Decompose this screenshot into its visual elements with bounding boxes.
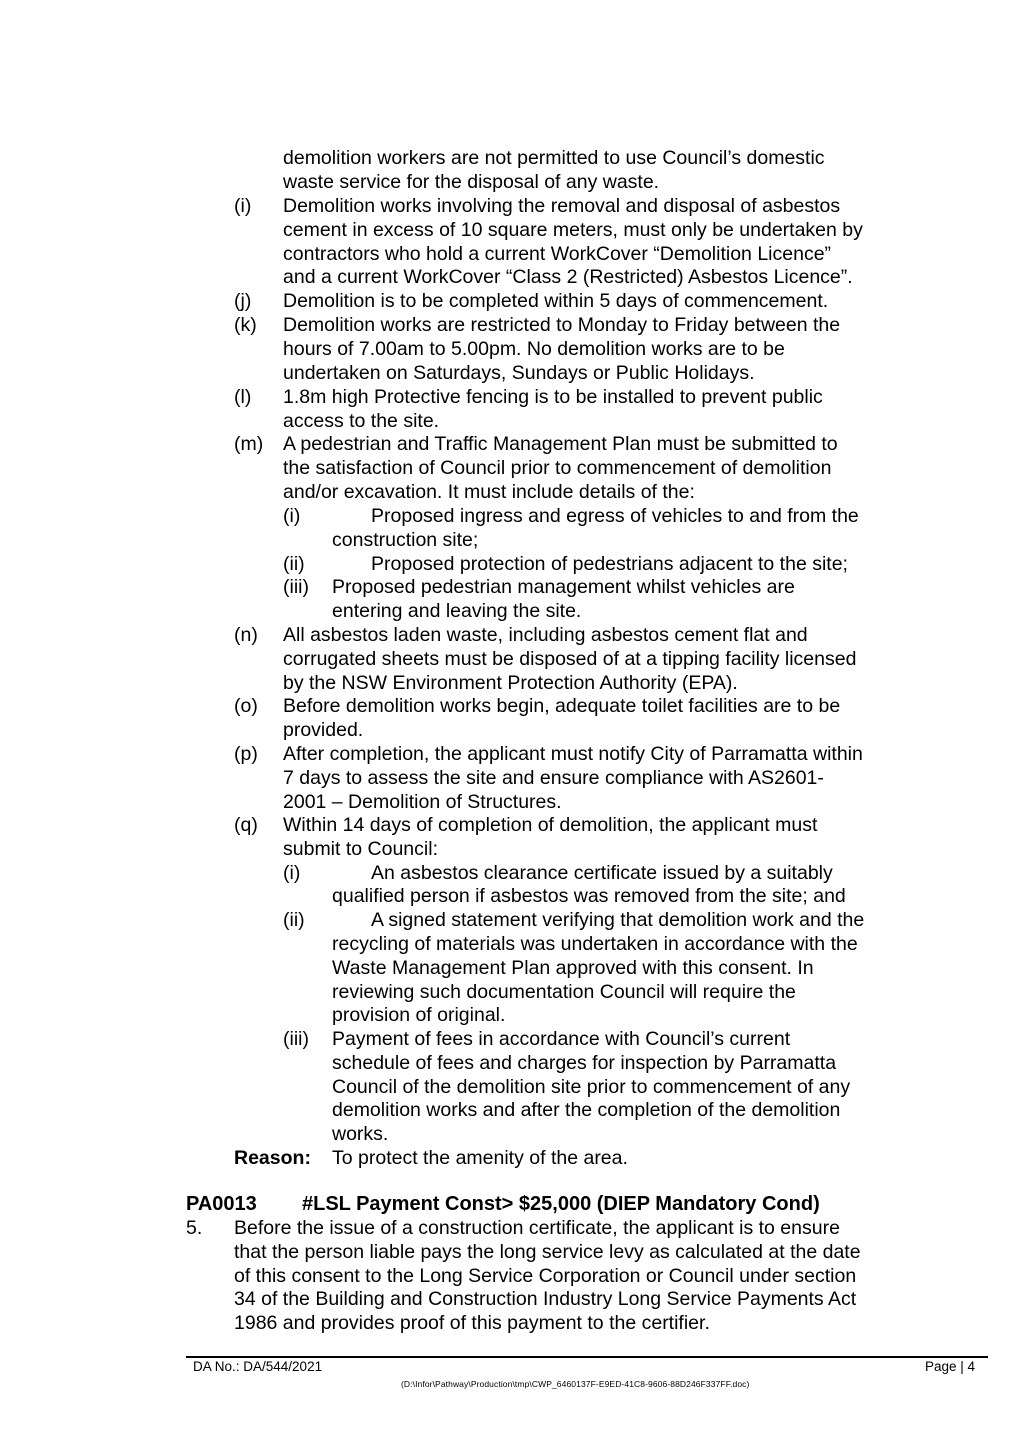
subitem-label: (i) (283, 862, 301, 884)
text-line: waste service for the disposal of any waste. (283, 171, 660, 193)
text-line: submit to Council: (283, 838, 438, 860)
text-line: the satisfaction of Council prior to commencement of demolition (283, 457, 832, 479)
text-line: construction site; (332, 529, 479, 551)
text-line: An asbestos clearance certificate issued by a suitably (371, 862, 833, 884)
reason-label: Reason: (234, 1147, 311, 1169)
text-line: 1986 and provides proof of this payment to the certifier. (234, 1312, 710, 1334)
text-line: and a current WorkCover “Class 2 (Restricted) Asbestos Licence”. (283, 266, 853, 288)
text-line: After completion, the applicant must notify City of Parramatta within (283, 743, 863, 765)
reason-text: To protect the amenity of the area. (332, 1147, 628, 1169)
text-line: provided. (283, 719, 364, 741)
text-line: Proposed protection of pedestrians adjacent to the site; (371, 553, 848, 575)
text-line: Council of the demolition site prior to commencement of any (332, 1076, 851, 1098)
text-line: reviewing such documentation Council will require the (332, 981, 796, 1003)
text-line: All asbestos laden waste, including asbestos cement flat and (283, 624, 808, 646)
text-line: 34 of the Building and Construction Industry Long Service Payments Act (234, 1288, 857, 1310)
text-line: by the NSW Environment Protection Authority (EPA). (283, 672, 738, 694)
text-line: A signed statement verifying that demolition work and the (371, 909, 865, 931)
text-line: corrugated sheets must be disposed of at a tipping facility licensed (283, 648, 857, 670)
text-line: entering and leaving the site. (332, 600, 582, 622)
item-label: (k) (234, 314, 257, 336)
item-label: (i) (234, 195, 252, 217)
text-line: qualified person if asbestos was removed from the site; and (332, 885, 846, 907)
text-line: Demolition works involving the removal and disposal of asbestos (283, 195, 841, 217)
text-line: Proposed pedestrian management whilst vehicles are (332, 576, 795, 598)
footer-divider (186, 1356, 988, 1358)
text-line: 7 days to assess the site and ensure compliance with AS2601- (283, 767, 824, 789)
subitem-label: (iii) (283, 1028, 309, 1050)
item-label: (m) (234, 433, 264, 455)
item-label: (n) (234, 624, 258, 646)
condition-title: #LSL Payment Const> $25,000 (DIEP Mandatory Cond) (302, 1193, 820, 1215)
text-line: Before the issue of a construction certificate, the applicant is to ensure (234, 1217, 840, 1239)
text-line: schedule of fees and charges for inspection by Parramatta (332, 1052, 837, 1074)
item-label: (j) (234, 290, 252, 312)
text-line: Demolition works are restricted to Monday to Friday between the (283, 314, 841, 336)
item-label: (q) (234, 814, 258, 836)
item-label: (p) (234, 743, 258, 765)
text-line: contractors who hold a current WorkCover “Demolition Licence” (283, 243, 832, 265)
item-label: (l) (234, 386, 252, 408)
item-label: (o) (234, 695, 258, 717)
text-line: 2001 – Demolition of Structures. (283, 791, 562, 813)
text-line: access to the site. (283, 410, 440, 432)
text-line: undertaken on Saturdays, Sundays or Public Holidays. (283, 362, 755, 384)
text-line: demolition works and after the completion of the demolition (332, 1099, 841, 1121)
subitem-label: (ii) (283, 909, 305, 931)
text-line: Before demolition works begin, adequate toilet facilities are to be (283, 695, 841, 717)
text-line: cement in excess of 10 square meters, must only be undertaken by (283, 219, 863, 241)
subitem-label: (i) (283, 505, 301, 527)
file-path: (D:\Infor\Pathway\Production\tmp\CWP_6460137F-E9ED-41C8-9606-88D246F337FF.doc) (401, 1379, 750, 1389)
subitem-label: (iii) (283, 576, 309, 598)
text-line: provision of original. (332, 1004, 506, 1026)
subitem-label: (ii) (283, 553, 305, 575)
text-line: of this consent to the Long Service Corporation or Council under section (234, 1265, 857, 1287)
condition-code: PA0013 (186, 1193, 257, 1215)
condition-number: 5. (186, 1217, 203, 1239)
text-line: Demolition is to be completed within 5 days of commencement. (283, 290, 829, 312)
text-line: demolition workers are not permitted to use Council’s domestic (283, 147, 825, 169)
text-line: recycling of materials was undertaken in accordance with the (332, 933, 858, 955)
text-line: and/or excavation. It must include details of the: (283, 481, 695, 503)
text-line: Proposed ingress and egress of vehicles to and from the (371, 505, 859, 527)
text-line: that the person liable pays the long service levy as calculated at the date (234, 1241, 861, 1263)
text-line: Waste Management Plan approved with this consent. In (332, 957, 814, 979)
text-line: Payment of fees in accordance with Council’s current (332, 1028, 791, 1050)
text-line: works. (332, 1123, 389, 1145)
da-number: DA No.: DA/544/2021 (193, 1359, 323, 1374)
text-line: A pedestrian and Traffic Management Plan must be submitted to (283, 433, 838, 455)
text-line: hours of 7.00am to 5.00pm. No demolition works are to be (283, 338, 785, 360)
text-line: 1.8m high Protective fencing is to be installed to prevent public (283, 386, 823, 408)
page-number: Page | 4 (925, 1359, 976, 1374)
text-line: Within 14 days of completion of demolition, the applicant must (283, 814, 818, 836)
